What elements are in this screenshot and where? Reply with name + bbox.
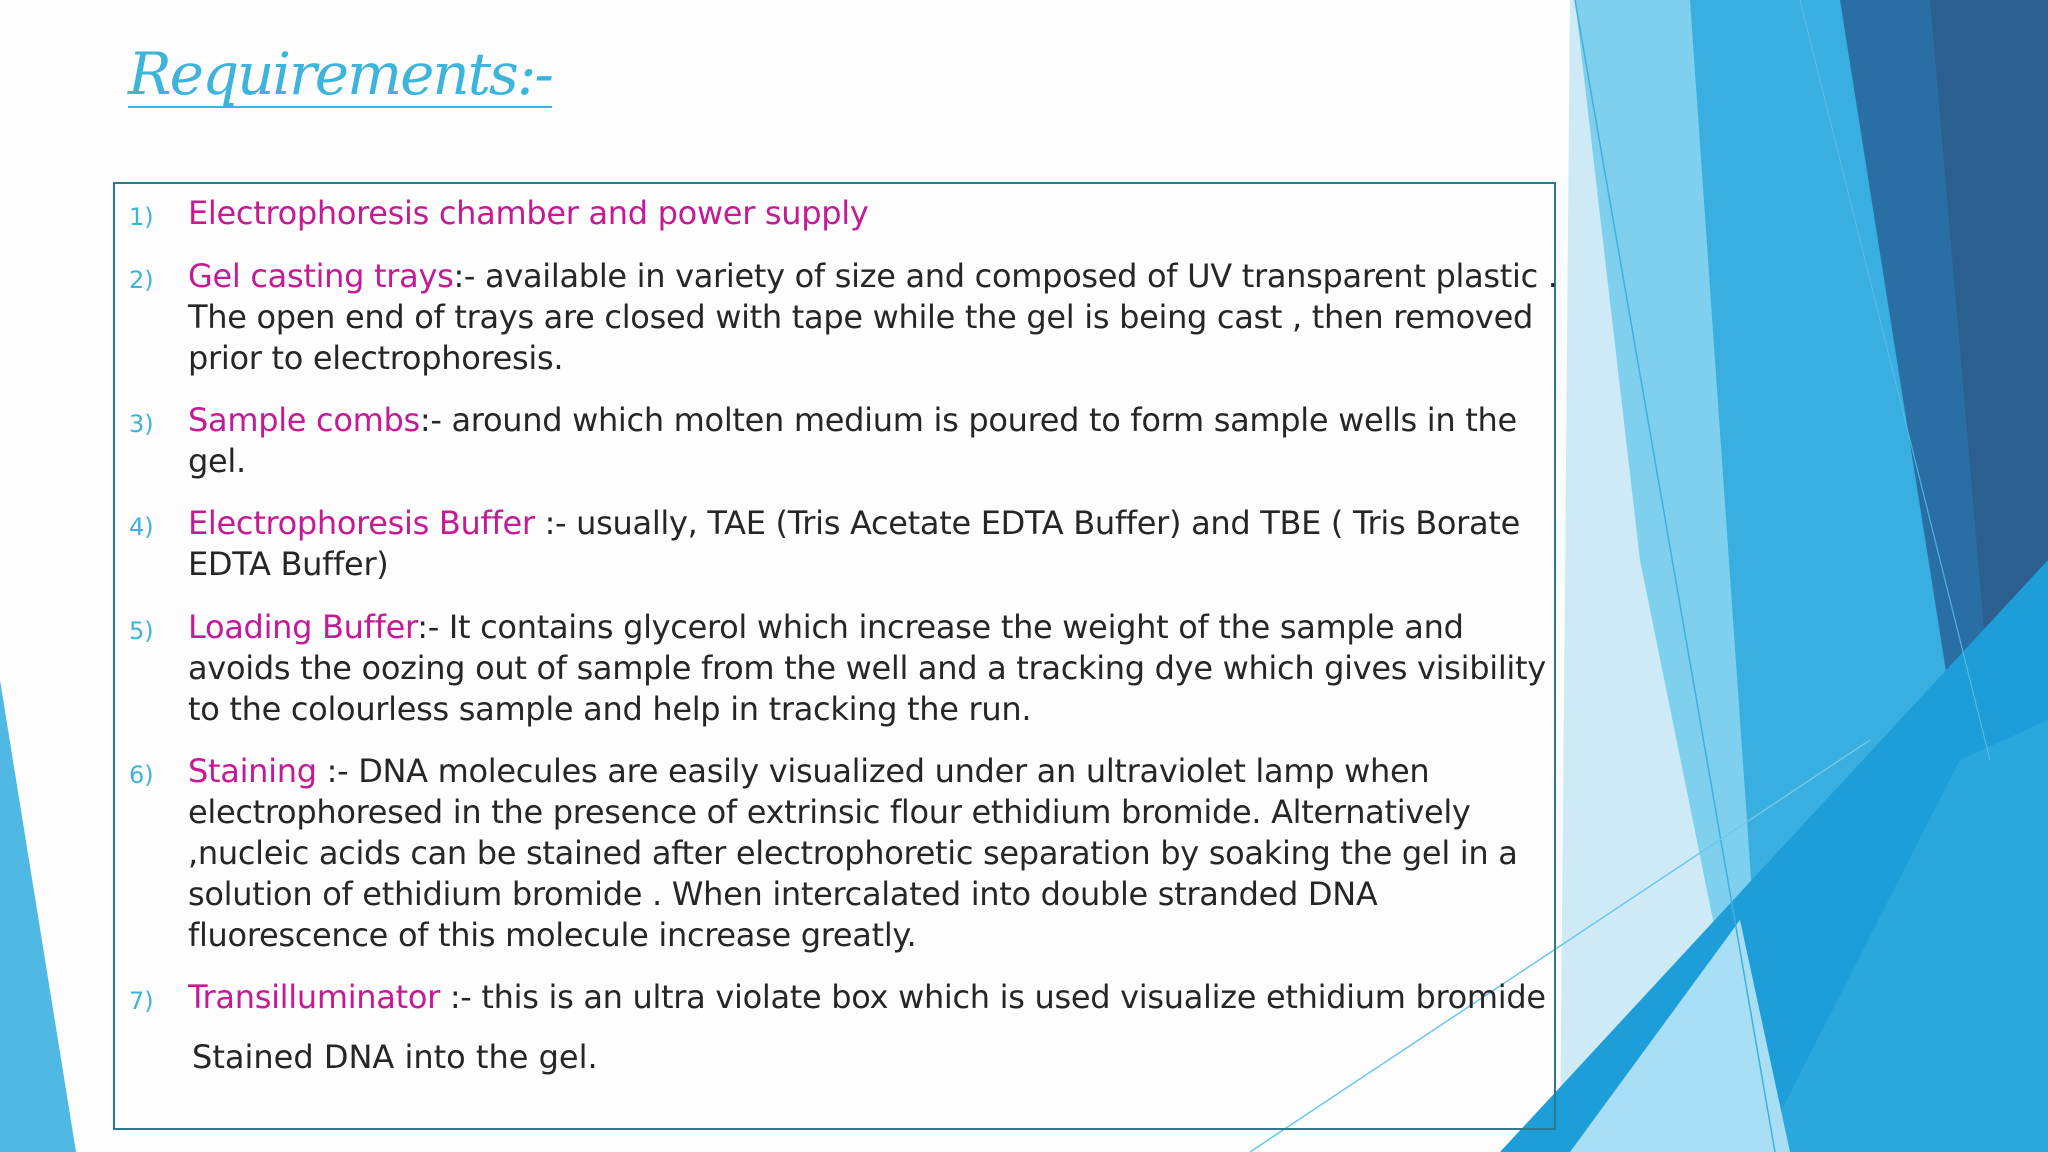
item-term: Gel casting trays — [188, 257, 454, 295]
item-number: 1) — [129, 203, 154, 231]
item-text — [188, 977, 1548, 1018]
item-number: 6) — [129, 761, 154, 789]
item-line: :- this is an ultra violate box which is used visualize ethidium bromide — [439, 978, 1546, 1016]
item-line: prior to electrophoresis. — [188, 339, 564, 377]
item-text — [188, 400, 1548, 482]
item-line: to the colourless sample and help in tracking the run. — [188, 690, 1032, 728]
item-term: Electrophoresis chamber and power supply — [188, 194, 869, 232]
item-text — [188, 193, 1548, 234]
item-line: gel. — [188, 442, 246, 480]
item-text — [188, 503, 1548, 585]
item-line: fluorescence of this molecule increase greatly. — [188, 916, 917, 954]
item-number: 4) — [129, 513, 154, 541]
bg-left-accent — [0, 680, 76, 1152]
item-line: ,nucleic acids can be stained after electrophoretic separation by soaking the gel in a — [188, 834, 1518, 872]
item-line: :- DNA molecules are easily visualized under an ultraviolet lamp when — [316, 752, 1430, 790]
item-text — [188, 607, 1548, 730]
item-line: electrophoresed in the presence of extrinsic flour ethidium bromide. Alternatively — [188, 793, 1471, 831]
item-term: Staining — [188, 752, 317, 790]
item-line: :- It contains glycerol which increase the weight of the sample and — [417, 608, 1464, 646]
item-line: avoids the oozing out of sample from the well and a tracking dye which gives visibility — [188, 649, 1546, 687]
item-line: :- usually, TAE (Tris Acetate EDTA Buffer) and TBE ( Tris Borate — [534, 504, 1520, 542]
item-term: Loading Buffer — [188, 608, 418, 646]
content-box — [113, 182, 1556, 1130]
item-line: :- around which molten medium is poured to form sample wells in the — [419, 401, 1517, 439]
item-number: 5) — [129, 617, 154, 645]
item-number: 2) — [129, 266, 154, 294]
item-text — [188, 256, 1558, 379]
item-term: Transilluminator — [188, 978, 440, 1016]
item-text — [188, 751, 1548, 956]
item-line: The open end of trays are closed with tape while the gel is being cast , then removed — [188, 298, 1533, 336]
item-number: 3) — [129, 410, 154, 438]
slide-title: Requirements:- — [128, 40, 552, 108]
item-term: Electrophoresis Buffer — [188, 504, 535, 542]
item-line: :- available in variety of size and composed of UV transparent plastic . — [453, 257, 1558, 295]
item-number: 7) — [129, 987, 154, 1015]
item-line: EDTA Buffer) — [188, 545, 389, 583]
item-line: solution of ethidium bromide . When intercalated into double stranded DNA — [188, 875, 1378, 913]
item-term: Sample combs — [188, 401, 420, 439]
continuation-line: Stained DNA into the gel. — [192, 1038, 598, 1076]
